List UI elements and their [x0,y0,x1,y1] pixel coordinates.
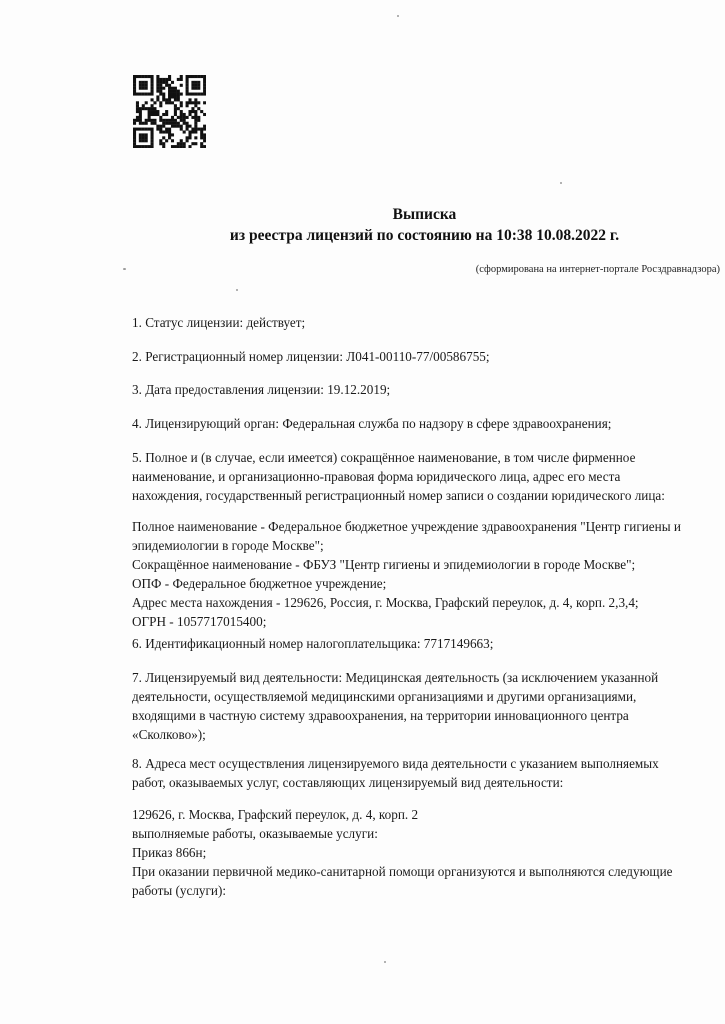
licensed-activity-line: входящими в частную систему здравоохранения, на территории инновационного центра [132,708,629,723]
activity-addresses-intro-line: 8. Адреса мест осуществления лицензируемого вида деятельности с указанием выполняемых [132,756,659,771]
scan-speck [560,182,562,184]
address-block [132,805,722,900]
organization-details-line: Сокращённое наименование - ФБУЗ "Центр гигиены и эпидемиологии в городе Москве"; [132,557,636,572]
organization-intro-line: нахождения, государственный регистрационный номер записи о создании юридического лица: [132,488,665,503]
organization-intro-line: наименование, и организационно-правовая форма юридического лица, адрес его места [132,469,621,484]
registration-number: 2. Регистрационный номер лицензии: Л041-00110-77/00586755; [132,349,490,364]
address-block-line: выполняемые работы, оказываемые услуги: [132,826,378,841]
organization-details-line: ОГРН - 1057717015400; [132,614,267,629]
license-status: 1. Статус лицензии: действует; [132,315,306,330]
scan-speck [384,961,386,963]
scan-speck [236,289,238,291]
taxpayer-id: 6. Идентификационный номер налогоплательщика: 7717149663; [132,636,494,651]
address-block-line: 129626, г. Москва, Графский переулок, д. 4, корп. 2 [132,807,419,822]
address-block-line: При оказании первичной медико-санитарной помощи организуются и выполняются следующие [132,864,673,879]
licensed-activity-line: деятельности, осуществляемой медицинскими организациями и другими организациями, [132,689,637,704]
organization-details-line: эпидемиологии в городе Москве"; [132,538,324,553]
organization-details-line: Полное наименование - Федеральное бюджетное учреждение здравоохранения "Центр гигиены и [132,519,681,534]
organization-details [132,517,722,631]
scan-speck [123,268,126,270]
organization-intro [132,448,722,505]
organization-details-line: Адрес места нахождения - 129626, Россия, г. Москва, Графский переулок, д. 4, корп. 2,3,4; [132,595,639,610]
activity-addresses-intro-line: работ, оказываемых услуг, составляющих лицензируемый вид деятельности: [132,775,564,790]
qr-code [133,75,206,148]
qr-code-icon [133,75,206,148]
organization-intro-line: 5. Полное и (в случае, если имеется) сокращённое наименование, в том числе фирменное [132,450,636,465]
activity-addresses-intro [132,754,722,792]
scan-speck [397,15,399,17]
address-block-line: работы (услуги): [132,883,227,898]
licensed-activity [132,668,722,744]
licensing-authority: 4. Лицензирующий орган: Федеральная служба по надзору в сфере здравоохранения; [132,416,612,431]
source-note: (сформирована на интернет-портале Росздравнадзора) [475,264,720,275]
licensed-activity-line: 7. Лицензируемый вид деятельности: Медицинская деятельность (за исключением указанной [132,670,659,685]
license-date: 3. Дата предоставления лицензии: 19.12.2019; [132,382,391,397]
licensed-activity-line: «Сколково»); [132,727,206,742]
address-block-line: Приказ 866н; [132,845,207,860]
document-title: Выписка [392,206,457,223]
document-subtitle: из реестра лицензий по состоянию на 10:38 10.08.2022 г. [229,227,620,244]
organization-details-line: ОПФ - Федеральное бюджетное учреждение; [132,576,387,591]
